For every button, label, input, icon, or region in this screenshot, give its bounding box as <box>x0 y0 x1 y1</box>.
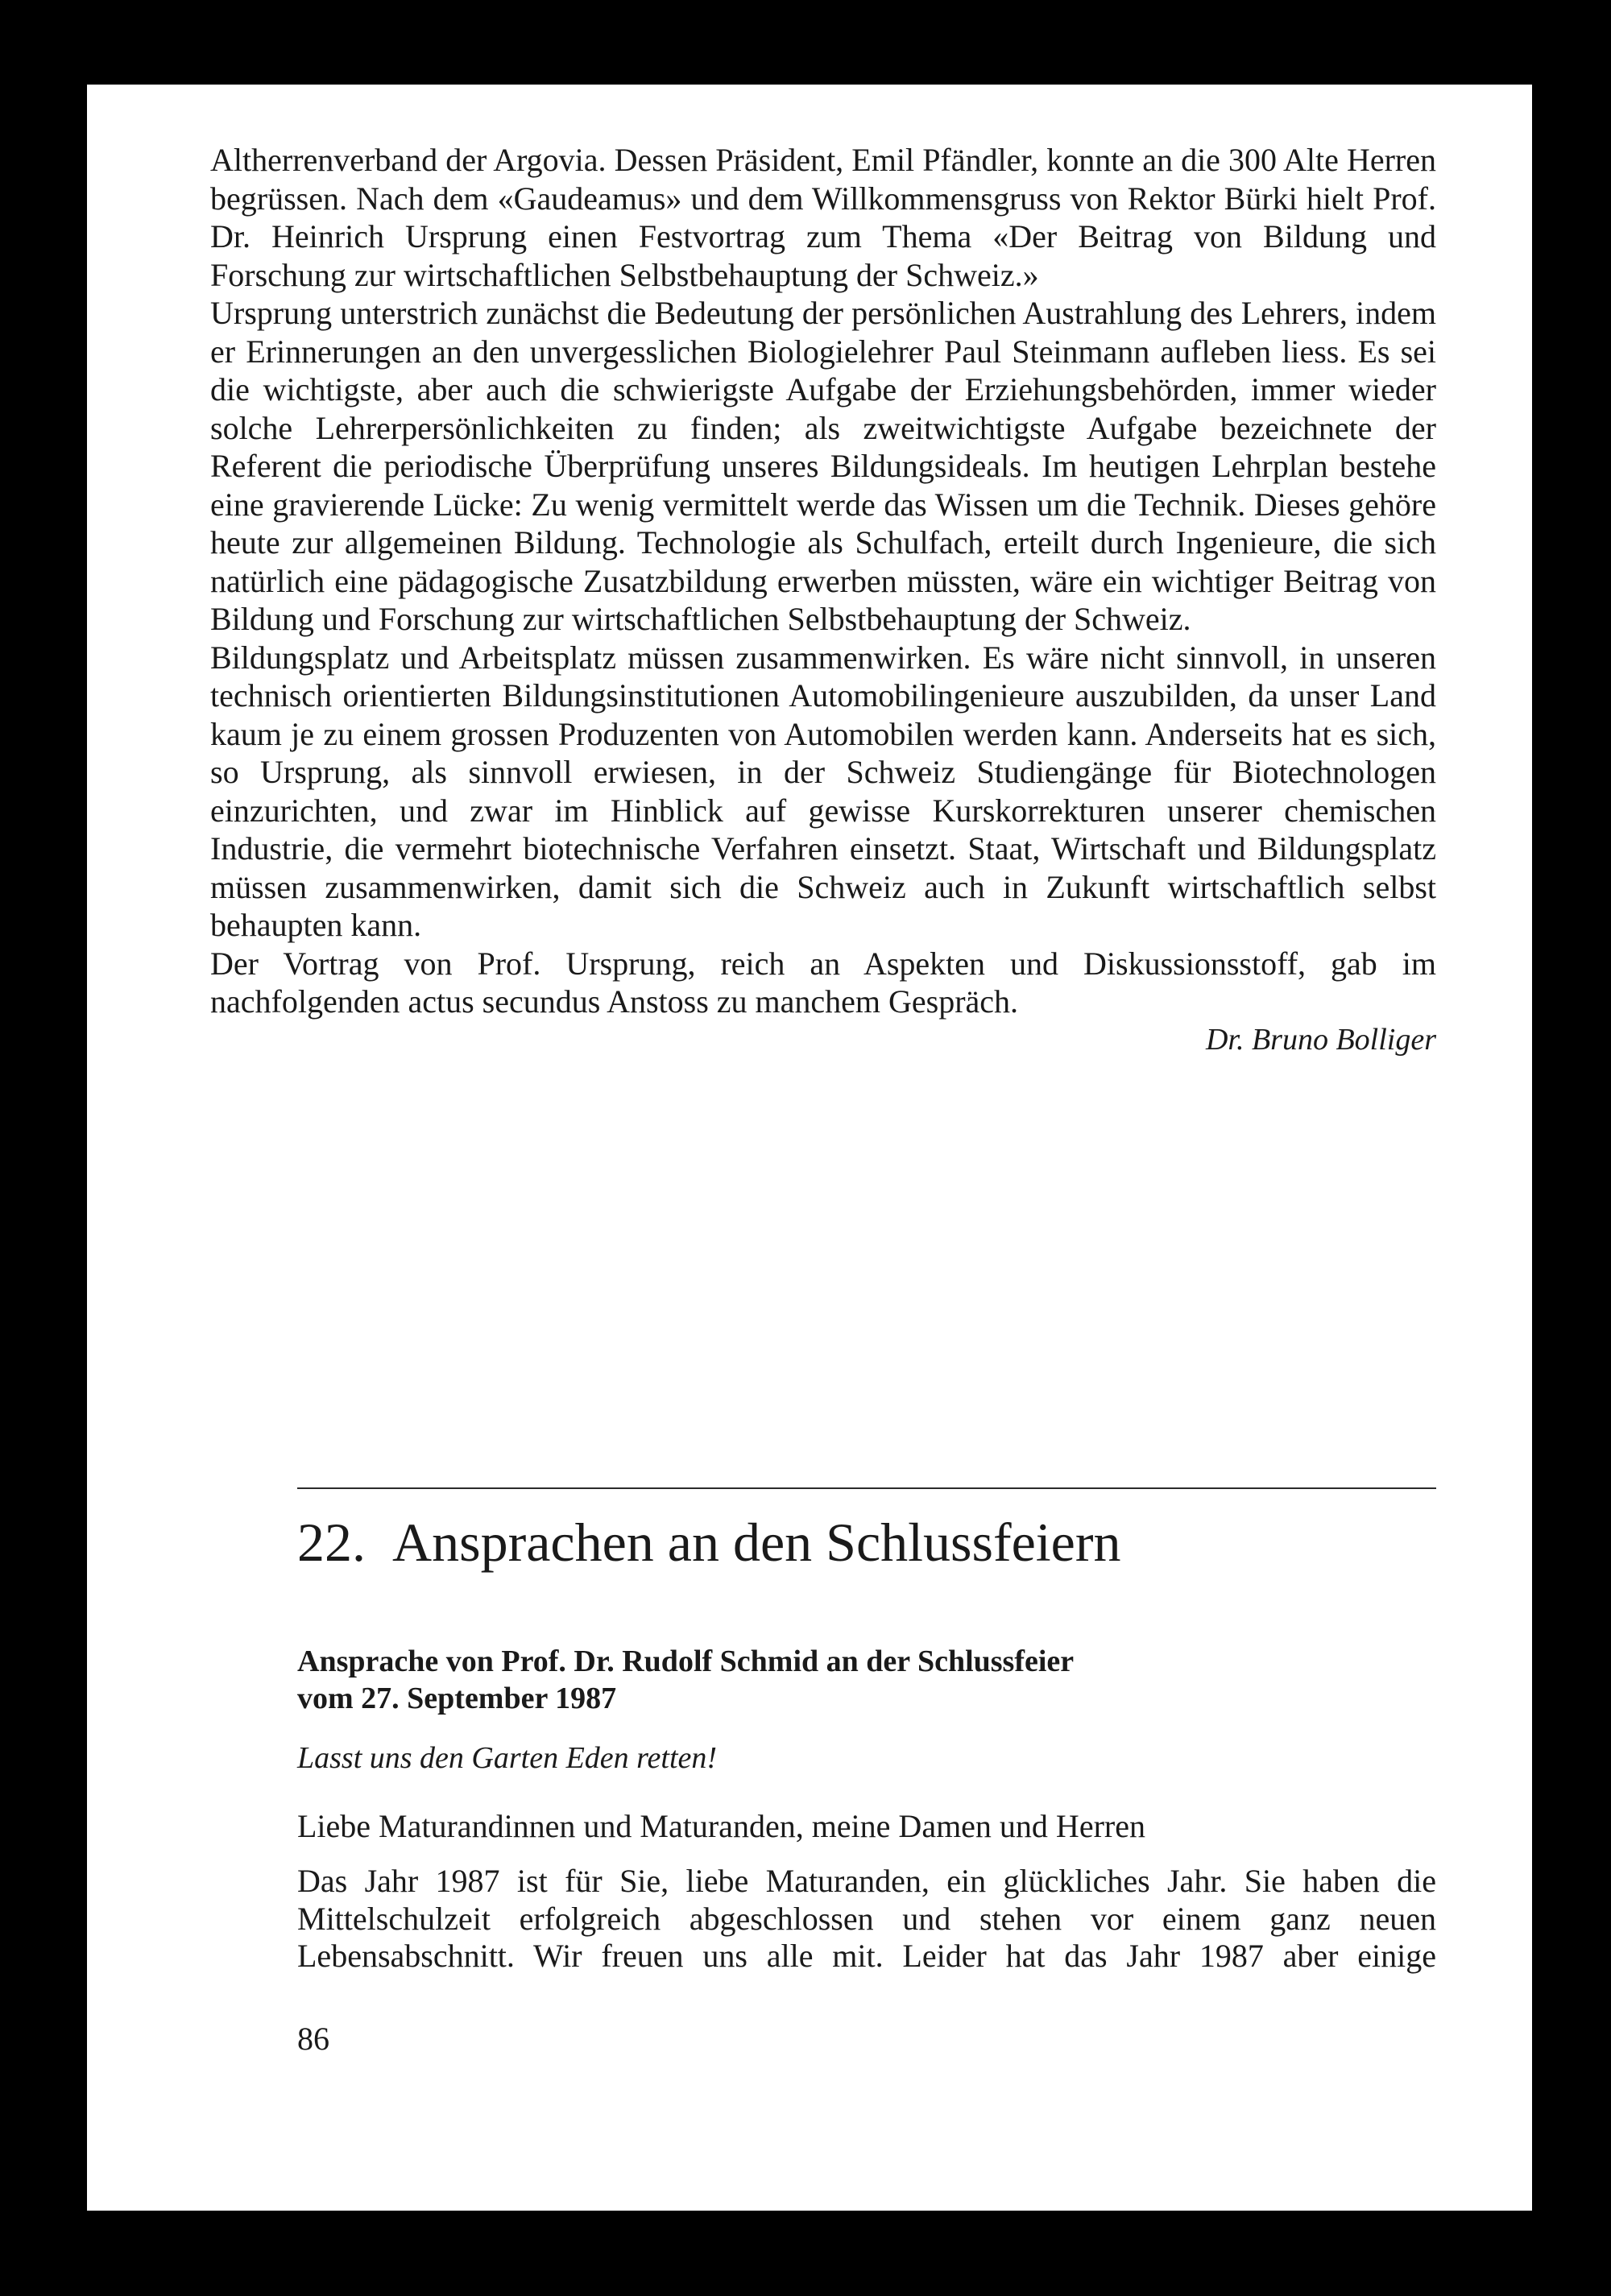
paragraph-2: Ursprung unterstrich zunächst die Bedeutung der persönlichen Austrahlung des Lehrers, indem er Erinnerungen an den unvergesslichen Biologielehrer Paul Steinmann aufleben liess. Es sei die wichtigste, aber auch die schwierigste Aufgabe der Erziehungsbehörden, immer wieder solche Lehrerpersönlichkeiten zu finden; als zweitwichtigste Aufgabe bezeichnete der Referent die periodische Überprüfung unseres Bildungsideals. Im heutigen Lehrplan bestehe eine gravierende Lücke: Zu wenig vermittelt werde das Wissen um die Technik. Dieses gehöre heute zur allgemeinen Bildung. Technologie als Schulfach, erteilt durch Ingenieure, die sich natürlich eine pädagogische Zusatzbildung erwerben müssten, wäre ein wichtiger Beitrag von Bildung und Forschung zur wirtschaftlichen Selbstbehauptung der Schweiz. <box>210 295 1436 637</box>
speech-motto: Lasst uns den Garten Eden retten! <box>297 1741 718 1775</box>
paragraph-3: Bildungsplatz und Arbeitsplatz müssen zusammenwirken. Es wäre nicht sinnvoll, in unseren technisch orientierten Bildungsinstitutionen Automobilingenieure auszubilden, da unser Land kaum je zu einem grossen Produzenten von Automobilen werden kann. Anderseits hat es sich, so Ursprung, als sinnvoll erwiesen, in der Schweiz Studiengänge für Biotechnologen einzurichten, und zwar im Hinblick auf gewisse Kurskorrekturen unserer chemischen Industrie, die vermehrt biotechnische Verfahren einsetzt. Staat, Wirtschaft und Bildungsplatz müssen zusammenwirken, damit sich die Schweiz auch in Zukunft wirtschaftlich selbst behaupten kann. <box>210 639 1436 943</box>
article-continuation <box>210 141 1436 1059</box>
speech-title-line-2: vom 27. September 1987 <box>297 1682 617 1715</box>
chapter-title: Ansprachen an den Schlussfeiern <box>392 1512 1121 1573</box>
chapter-heading <box>297 1506 1121 1578</box>
paragraph-1: Altherrenverband der Argovia. Dessen Präsident, Emil Pfändler, konnte an die 300 Alte Herren begrüssen. Nach dem «Gaudeamus» und dem Willkommensgruss von Rektor Bürki hielt Prof. Dr. Heinrich Ursprung einen Festvortrag zum Thema «Der Beitrag von Bildung und Forschung zur wirtschaftlichen Selbstbehauptung der Schweiz.» <box>210 142 1436 293</box>
speech-body: Das Jahr 1987 ist für Sie, liebe Maturanden, ein glückliches Jahr. Sie haben die Mittelschulzeit erfolgreich abgeschlossen und stehen vor einem ganz neuen Lebensabschnitt. Wir freuen uns alle mit. Leider hat das Jahr 1987 aber einige <box>297 1863 1436 1974</box>
speech-section <box>297 1643 1436 1975</box>
paragraph-4: Der Vortrag von Prof. Ursprung, reich an Aspekten und Diskussionsstoff, gab im nachfolgenden actus secundus Anstoss zu manchem Gespräch. <box>210 945 1436 1020</box>
author-signature: Dr. Bruno Bolliger <box>1205 1022 1436 1057</box>
speech-title <box>297 1643 1436 1717</box>
page-number: 86 <box>297 2021 329 2057</box>
section-divider <box>297 1487 1436 1489</box>
speech-title-line-1: Ansprache von Prof. Dr. Rudolf Schmid an der Schlussfeier <box>297 1644 1075 1678</box>
speech-salutation: Liebe Maturandinnen und Maturanden, meine Damen und Herren <box>297 1808 1145 1844</box>
chapter-number: 22. <box>297 1512 366 1573</box>
